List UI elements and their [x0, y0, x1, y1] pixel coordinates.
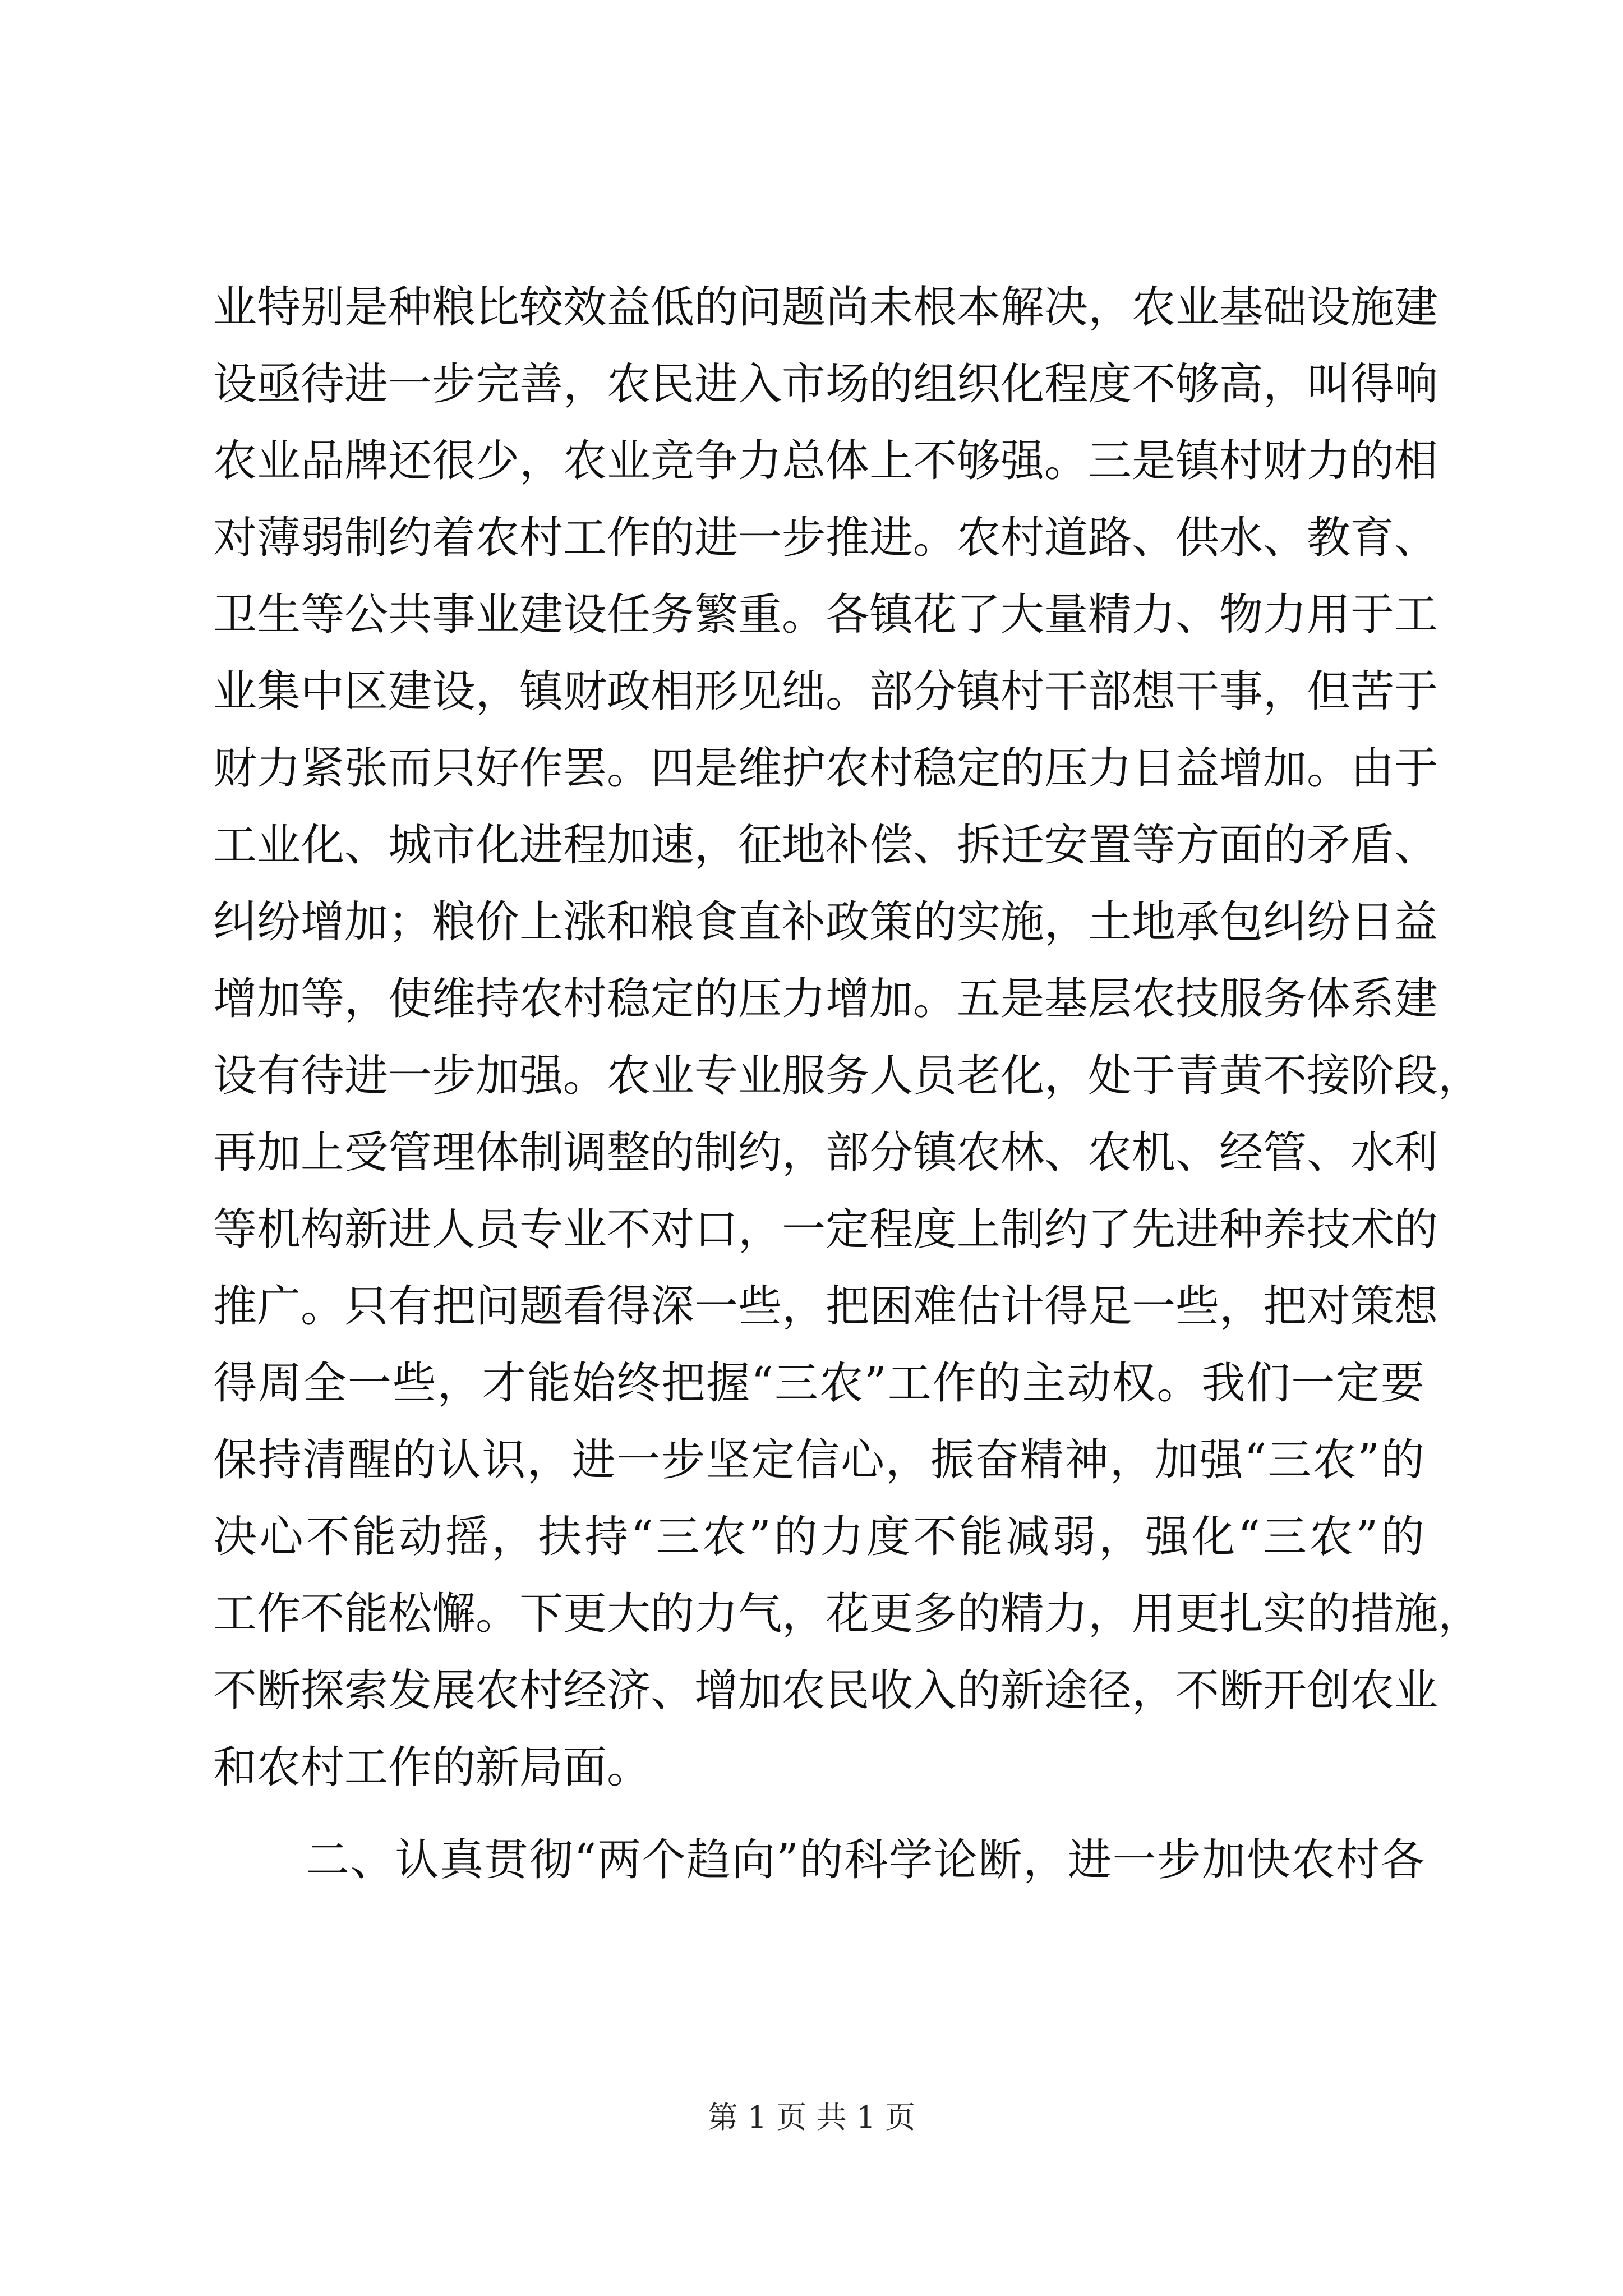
text-line: 推广。只有把问题看得深一些，把困难估计得足一些，把对策想: [213, 1281, 1438, 1332]
text-line: 等机构新进人员专业不对口，一定程度上制约了先进种养技术的: [213, 1204, 1438, 1255]
text-line: 设亟待进一步完善，农民进入市场的组织化程度不够高，叫得响: [213, 359, 1438, 409]
text-line: 和农村工作的新局面。: [213, 1742, 651, 1793]
text-line: 工业化、城市化进程加速，征地补偿、拆迁安置等方面的矛盾、: [213, 820, 1438, 871]
text-line: 保持清醒的认识，进一步坚定信心，振奋精神，加强“三农”的: [213, 1435, 1424, 1485]
text-line: 对薄弱制约着农村工作的进一步推进。农村道路、供水、教育、: [213, 513, 1438, 563]
text-line: 工作不能松懈。下更大的力气，花更多的精力，用更扎实的措施，: [213, 1589, 1482, 1639]
text-line: 业特别是种粮比较效益低的问题尚未根本解决，农业基础设施建: [213, 282, 1438, 333]
paragraph-gap: [213, 1806, 1424, 1822]
page-number-label: 第 1 页 共 1 页: [707, 2100, 916, 2135]
text-line: 不断探索发展农村经济、增加农民收入的新途径，不断开创农业: [213, 1665, 1438, 1716]
section-heading-line: 二、认真贯彻“两个趋向”的科学论断，进一步加快农村各: [306, 1835, 1424, 1885]
text-line: 纠纷增加；粮价上涨和粮食直补政策的实施，土地承包纠纷日益: [213, 897, 1438, 947]
page-footer: [0, 2098, 1623, 2137]
text-line: 业集中区建设，镇财政相形见绌。部分镇村干部想干事，但苦于: [213, 666, 1438, 717]
text-line: 农业品牌还很少，农业竞争力总体上不够强。三是镇村财力的相: [213, 436, 1438, 486]
text-line: 得周全一些，才能始终把握“三农”工作的主动权。我们一定要: [213, 1358, 1424, 1409]
text-line: 决心不能动摇，扶持“三农”的力度不能减弱，强化“三农”的: [213, 1512, 1424, 1562]
text-line: 财力紧张而只好作罢。四是维护农村稳定的压力日益增加。由于: [213, 743, 1438, 794]
text-line: 设有待进一步加强。农业专业服务人员老化，处于青黄不接阶段，: [213, 1051, 1482, 1101]
text-line: 增加等，使维持农村稳定的压力增加。五是基层农技服务体系建: [213, 974, 1438, 1024]
text-line: 卫生等公共事业建设任务繁重。各镇花了大量精力、物力用于工: [213, 590, 1438, 640]
document-body: [213, 269, 1482, 1899]
text-line: 再加上受管理体制调整的制约，部分镇农林、农机、经管、水利: [213, 1128, 1438, 1178]
